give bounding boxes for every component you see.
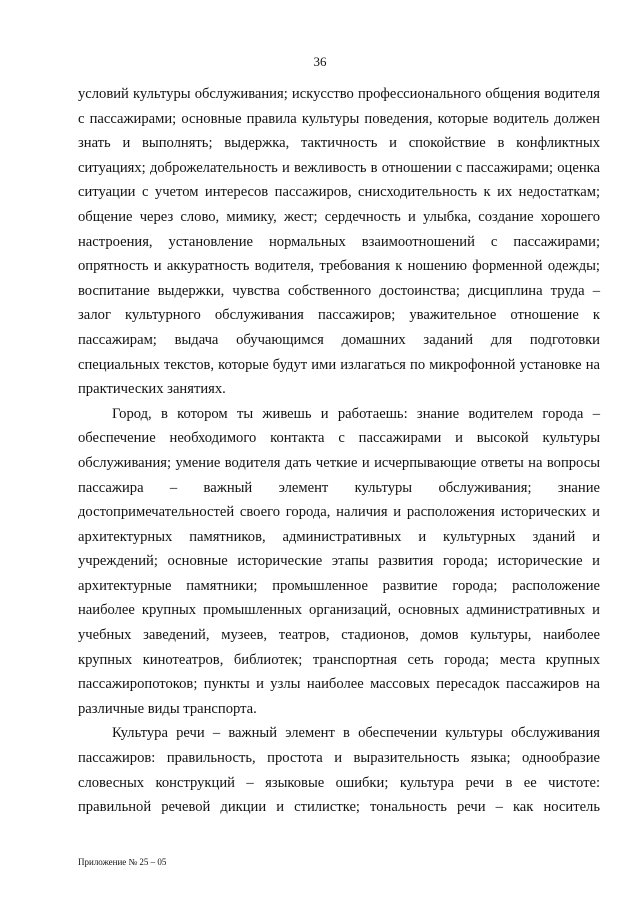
paragraph-city: Город, в котором ты живешь и работаешь: знание водителем города – обеспечение необходимого контакта с пассажирами и высокой культуры обслуживания; умение водителя дать четкие и исчерпывающие ответы на вопросы пассажира – важный элемент культуры обслуживания; знание достопримечательностей своего города, наличия и расположения исторических и архитектурных памятников, административных и культурных зданий и учреждений; основные исторические этапы развития города; исторические и архитектурные памятники; промышленное развитие города; расположение наиболее крупных промышленных организаций, основных административных и учебных заведений, музеев, театров, стадионов, домов культуры, наиболее крупных кинотеатров, библиотек; транспортная сеть города; места крупных пассажиропотоков; пункты и узлы наиболее массовых пересадок пассажиров на различные виды транспорта.	[78, 405, 600, 717]
paragraph-continued: условий культуры обслуживания; искусство профессионального общения водителя с пассажирами; основные правила культуры поведения, которые водитель должен знать и выполнять; выдержка, тактичность и спокойствие в конфликтных ситуациях; доброжелательность и вежливость в отношении с пассажирами; оценка ситуации с учетом интересов пассажиров, снисходительность к их недостаткам; общение через слово, мимику, жест; сердечность и улыбка, создание хорошего настроения, установление нормальных взаимоотношений с пассажирами; опрятность и аккуратность водителя, требования к ношению форменной одежды; воспитание выдержки, чувства собственного достоинства; дисциплина труда – залог культурного обслуживания пассажиров; уважительное отношение к пассажирам; выдача обучающимся домашних заданий для подготовки специальных текстов, которые будут ими излагаться по микрофонной установке на практических занятиях.	[78, 86, 600, 398]
page-number: 36	[313, 54, 327, 69]
page-footer: Приложение № 25 – 05	[78, 857, 167, 867]
paragraph-speech-culture: Культура речи – важный элемент в обеспечении культуры обслуживания пассажиров: правильность, простота и выразительность языка; однообразие словесных конструкций – языковые ошибки; культура речи в ее чистоте: правильной речевой дикции и стилистке; тональность речи – как носитель	[78, 725, 600, 816]
body-text	[78, 82, 600, 820]
